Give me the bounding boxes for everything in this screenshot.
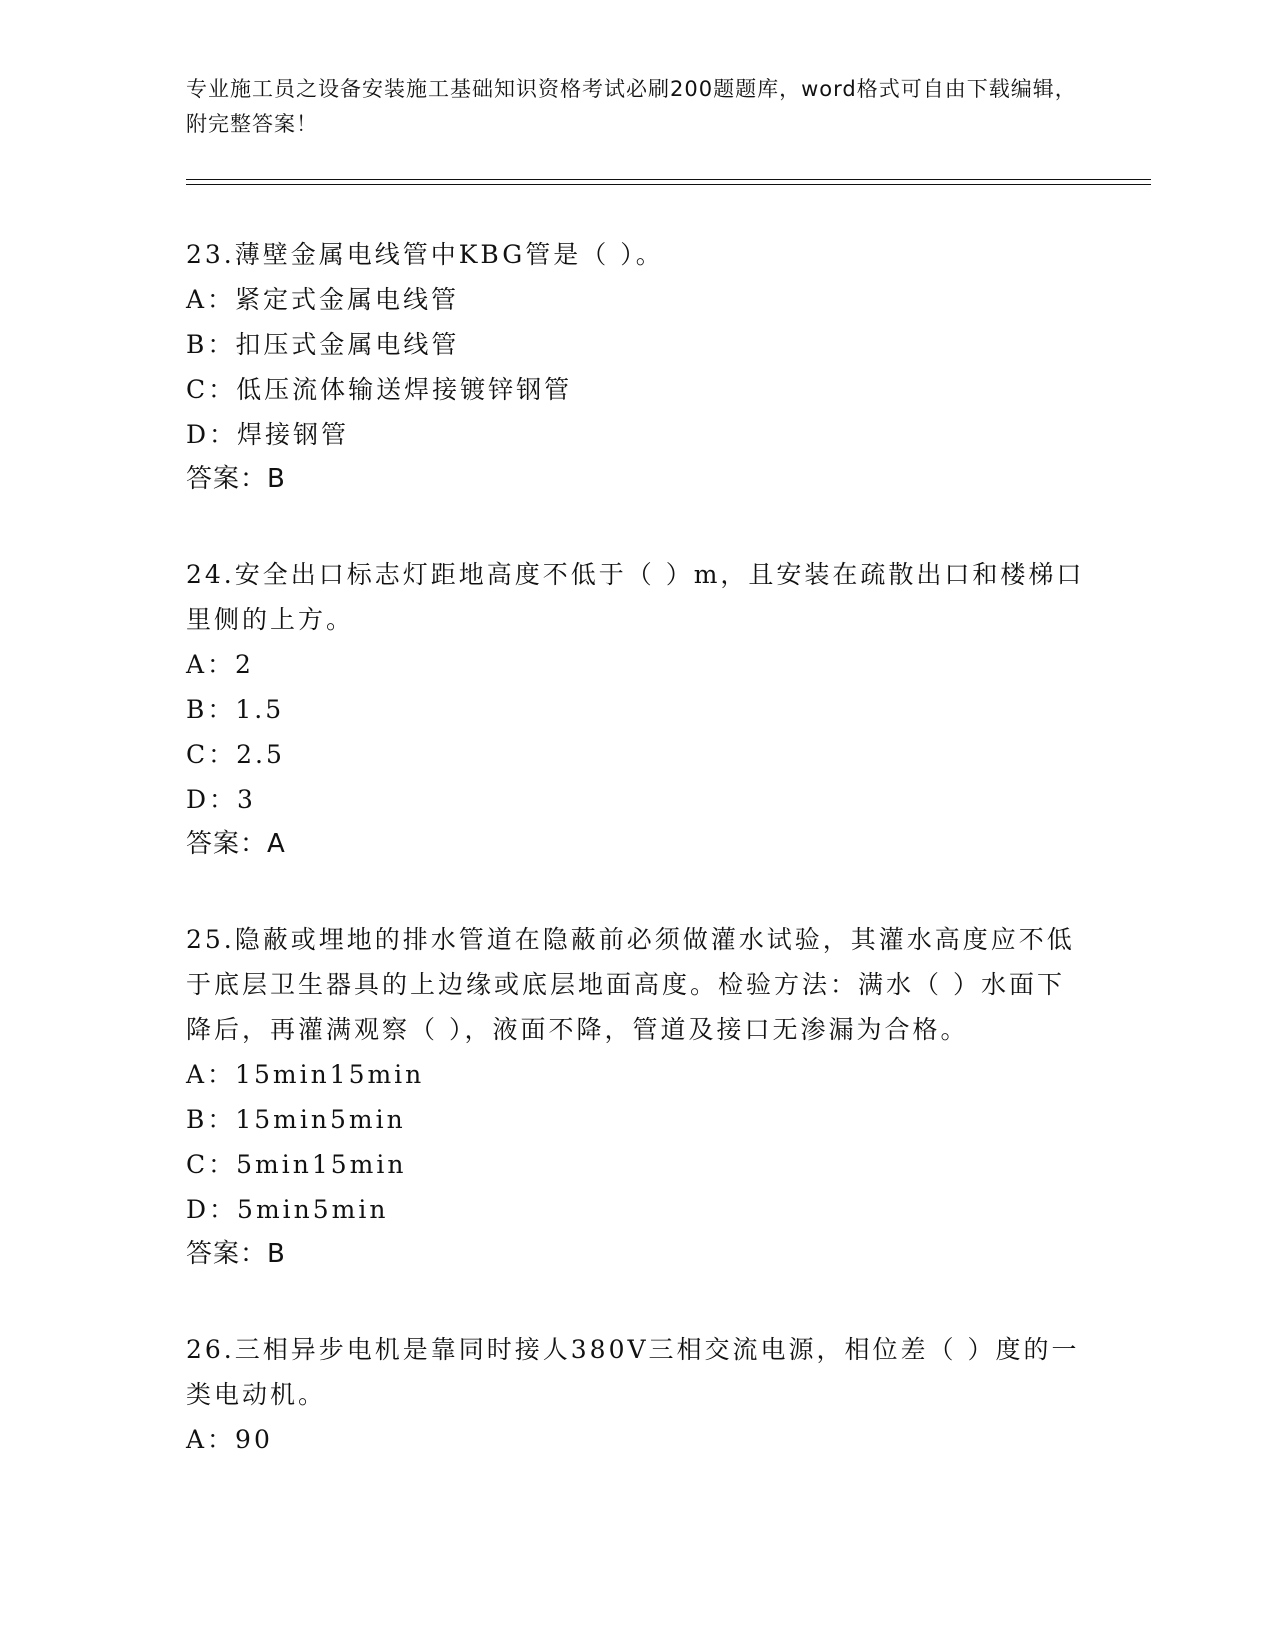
option-d: D：3 — [186, 785, 256, 814]
document-header: 专业施工员之设备安装施工基础知识资格考试必刷200题题库，word格式可自由下载编辑，附完整答案！ — [186, 77, 1077, 136]
answer: 答案：B — [186, 464, 286, 494]
option-c: C：低压流体输送焊接镀锌钢管 — [186, 375, 573, 404]
question-stem: 24.安全出口标志灯距地高度不低于（ ）m，且安装在疏散出口和楼梯口里侧的上方。 — [186, 560, 1085, 634]
question-23 — [186, 232, 1086, 502]
question-stem: 23.薄壁金属电线管中KBG管是（ ）。 — [186, 240, 664, 269]
option-b: B：1.5 — [186, 695, 285, 724]
option-a: A：90 — [186, 1425, 273, 1454]
answer: 答案：A — [186, 829, 286, 859]
option-b: B：扣压式金属电线管 — [186, 330, 460, 359]
question-24 — [186, 552, 1086, 867]
option-c: C：2.5 — [186, 740, 285, 769]
option-d: D：焊接钢管 — [186, 420, 350, 449]
option-a: A：15min15min — [186, 1060, 425, 1089]
question-26 — [186, 1327, 1086, 1462]
question-stem: 25.隐蔽或埋地的排水管道在隐蔽前必须做灌水试验，其灌水高度应不低于底层卫生器具的上边缘或底层地面高度。检验方法：满水（ ）水面下降后，再灌满观察（ ），液面不降，管道及接口无渗漏为合格。 — [186, 925, 1075, 1044]
option-a: A：紧定式金属电线管 — [186, 285, 460, 314]
answer: 答案：B — [186, 1239, 286, 1269]
option-c: C：5min15min — [186, 1150, 407, 1179]
option-a: A：2 — [186, 650, 254, 679]
option-b: B：15min5min — [186, 1105, 406, 1134]
question-stem: 26.三相异步电机是靠同时接人380V三相交流电源，相位差（ ）度的一类电动机。 — [186, 1335, 1080, 1409]
header-divider-top — [186, 179, 1151, 180]
option-d: D：5min5min — [186, 1195, 389, 1224]
header-divider-bottom — [186, 184, 1151, 185]
question-25 — [186, 917, 1086, 1277]
